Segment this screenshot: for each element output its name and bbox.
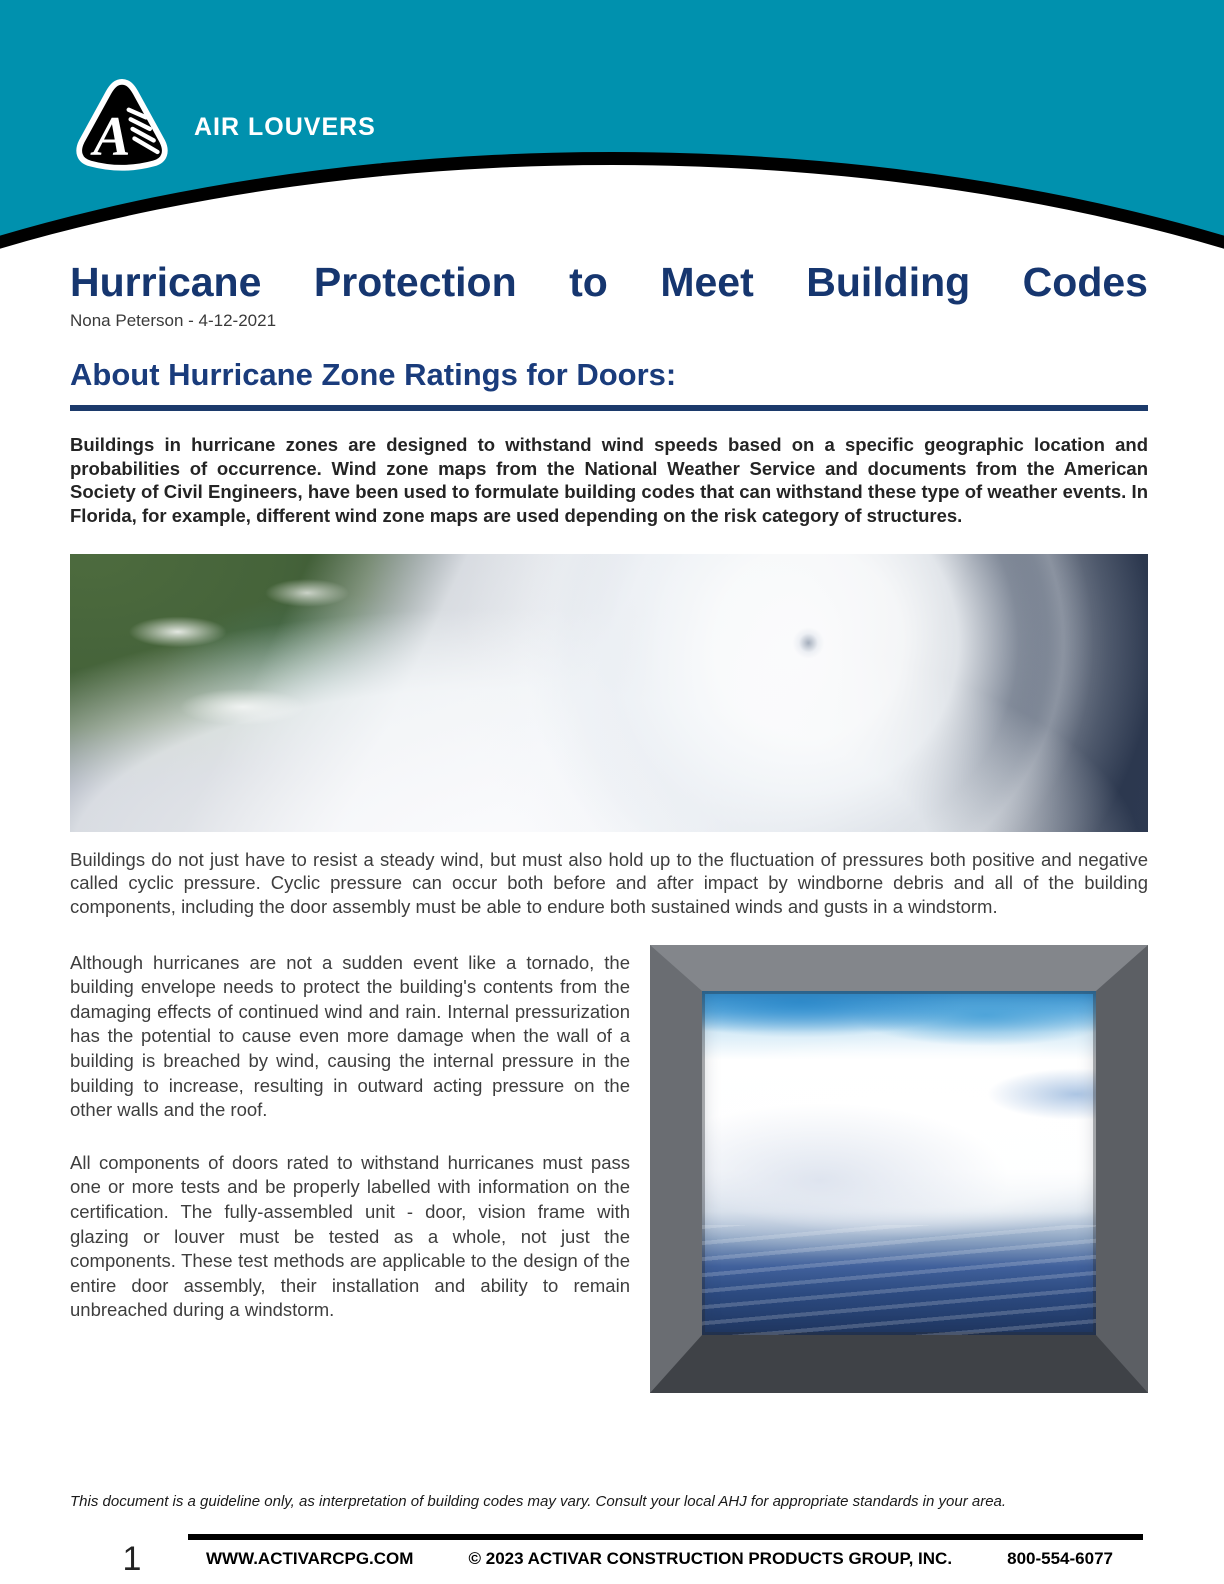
heading-rule — [70, 405, 1148, 411]
section-heading: About Hurricane Zone Ratings for Doors: — [70, 356, 677, 392]
two-column-section — [70, 945, 1148, 1393]
door-vision-frame-image — [650, 945, 1148, 1393]
vision-frame-glazing-image — [702, 991, 1096, 1335]
byline: Nona Peterson - 4-12-2021 — [70, 310, 277, 330]
door-components-paragraph: All components of doors rated to withstand hurricanes must pass one or more tests and be properly labelled with information on the certification. The fully-assembled unit - door, vision frame with glazing or louver must be tested as a whole, not just the components. These test methods are applicable to the design of the entire door assembly, their installation and ability to remain unbreached during a windstorm. — [70, 1151, 630, 1321]
article-body — [0, 260, 1224, 1510]
page-number: 1 — [122, 1539, 142, 1578]
page-title: Hurricane Protection to Meet Building Codes — [70, 259, 1148, 305]
svg-text:A: A — [93, 105, 131, 168]
footer-copyright: © 2023 ACTIVAR CONSTRUCTION PRODUCTS GROUP, INC. — [468, 1548, 953, 1568]
footer-phone: 800-554-6077 — [1007, 1548, 1113, 1568]
brand-lockup — [74, 76, 376, 178]
cyclic-pressure-paragraph: Buildings do not just have to resist a steady wind, but must also hold up to the fluctuation of pressures both positive and negative called cyclic pressure. Cyclic pressure can occur both before and after impact by windborne debris and all of the building components, including the door assembly must be able to endure both sustained winds and gusts in a windstorm. — [70, 848, 1148, 917]
air-louvers-logo-icon — [74, 76, 170, 178]
column-text — [70, 945, 630, 1393]
footer-bar — [188, 1534, 1143, 1569]
page-footer — [0, 1534, 1224, 1576]
disclaimer-note: This document is a guideline only, as interpretation of building codes may vary. Consult your local AHJ for appropriate standards in your area. — [70, 1492, 1007, 1510]
masthead — [0, 0, 1224, 252]
footer-website: WWW.ACTIVARCPG.COM — [206, 1548, 414, 1568]
building-envelope-paragraph: Although hurricanes are not a sudden event like a tornado, the building envelope needs to protect the building's contents from the damaging effects of continued wind and rain. Internal pressurization has the potential to cause even more damage when the wall of a building is breached by wind, causing the internal pressure in the building to increase, resulting in outward acting pressure on the other walls and the roof. — [70, 951, 630, 1121]
brand-name: AIR LOUVERS — [194, 112, 376, 141]
hurricane-satellite-image — [70, 554, 1148, 832]
intro-paragraph: Buildings in hurricane zones are designed to withstand wind speeds based on a specific geographic location and probabilities of occurrence. Wind zone maps from the National Weather Service and documents from the American Society of Civil Engineers, have been used to formulate building codes that can withstand these type of weather events. In Florida, for example, different wind zone maps are used depending on the risk category of structures. — [70, 433, 1148, 526]
